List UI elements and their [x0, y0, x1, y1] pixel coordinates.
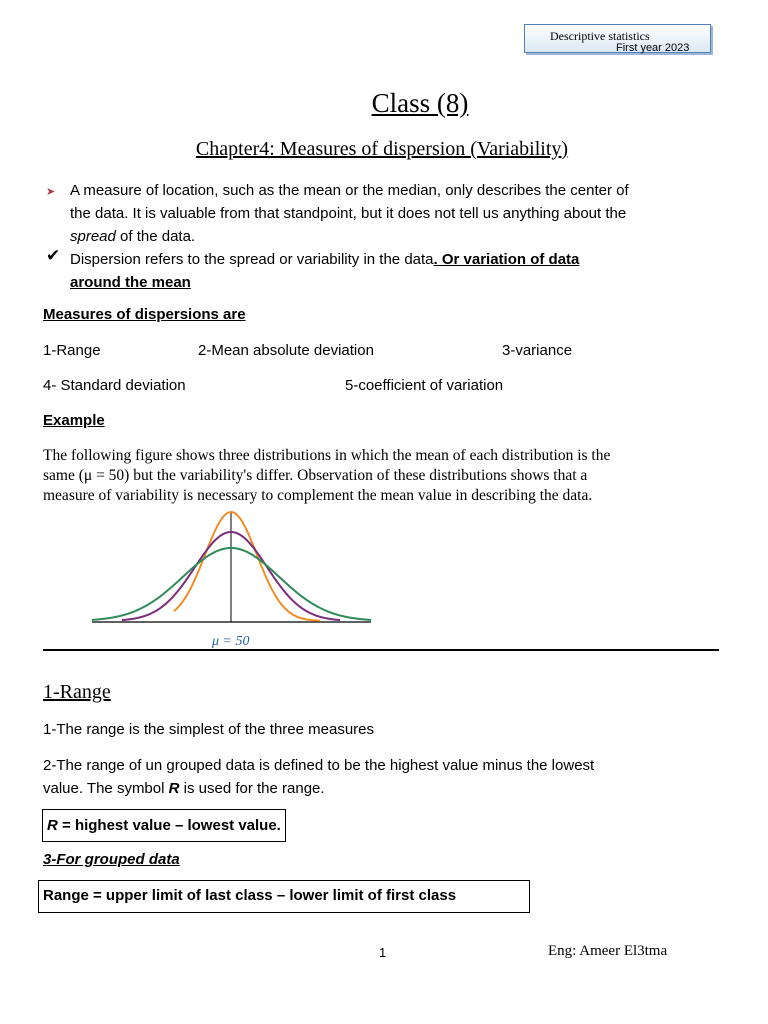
example-heading: Example — [43, 412, 105, 429]
mean-label: μ = 50 — [212, 634, 250, 649]
intro-bullet1-line2: the data. It is valuable from that standpoint, but it does not tell us anything about the — [70, 205, 627, 222]
measure-item-mad: 2-Mean absolute deviation — [198, 342, 374, 359]
formula-symbol: R — [47, 817, 58, 834]
range-line3-b: is used for the range. — [179, 780, 325, 797]
intro-bullet1-line1: A measure of location, such as the mean or the median, only describes the center of — [70, 182, 629, 199]
intro-bullet2-plain: Dispersion refers to the spread or variability in the data — [70, 251, 434, 268]
range-line3 — [43, 780, 325, 797]
grouped-heading: 3-For grouped data — [43, 851, 180, 868]
page-number: 1 — [379, 945, 387, 960]
range-heading: 1-Range — [43, 681, 111, 703]
intro-bullet1-line3-rest: of the data. — [115, 228, 196, 245]
range-symbol: R — [168, 780, 180, 797]
example-line3: measure of variability is necessary to complement the mean value in describing the data. — [43, 487, 593, 504]
pointer-bullet-icon: ➤ — [46, 186, 56, 198]
checkmark-icon: ✔ — [46, 246, 61, 265]
header-year: First year 2023 — [616, 42, 690, 54]
measure-item-variance: 3-variance — [502, 342, 573, 359]
chapter-title: Chapter4: Measures of dispersion (Variability) — [195, 138, 569, 160]
intro-bullet2-line2: around the mean — [70, 274, 191, 291]
grouped-formula-box: Range = upper limit of last class – lower limit of first class — [38, 880, 530, 913]
class-title-text: Class (8) — [371, 88, 469, 118]
spread-emphasis: spread — [70, 228, 116, 245]
measure-item-sd: 4- Standard deviation — [43, 377, 186, 394]
section-divider — [43, 649, 719, 651]
intro-bullet2-bold: . Or variation of data — [433, 251, 580, 268]
example-line2: same (μ = 50) but the variability's differ. Observation of these distributions shows that a — [43, 467, 588, 484]
range-line1: 1-The range is the simplest of the three measures — [43, 721, 374, 738]
header-title: Descriptive statistics — [550, 29, 650, 43]
footer-author: Eng: Ameer El3tma — [548, 943, 668, 959]
range-line2: 2-The range of un grouped data is defined to be the highest value minus the lowest — [43, 757, 595, 774]
measure-item-range: 1-Range — [43, 342, 101, 359]
formula-rest: = highest value – lowest value. — [57, 817, 281, 834]
range-line3-a: value. The symbol — [43, 780, 169, 797]
measure-item-cv: 5-coefficient of variation — [345, 377, 504, 394]
example-line1: The following figure shows three distributions in which the mean of each distribution is the — [43, 447, 611, 464]
measures-heading: Measures of dispersions are — [43, 306, 246, 323]
range-formula-box — [42, 809, 286, 842]
